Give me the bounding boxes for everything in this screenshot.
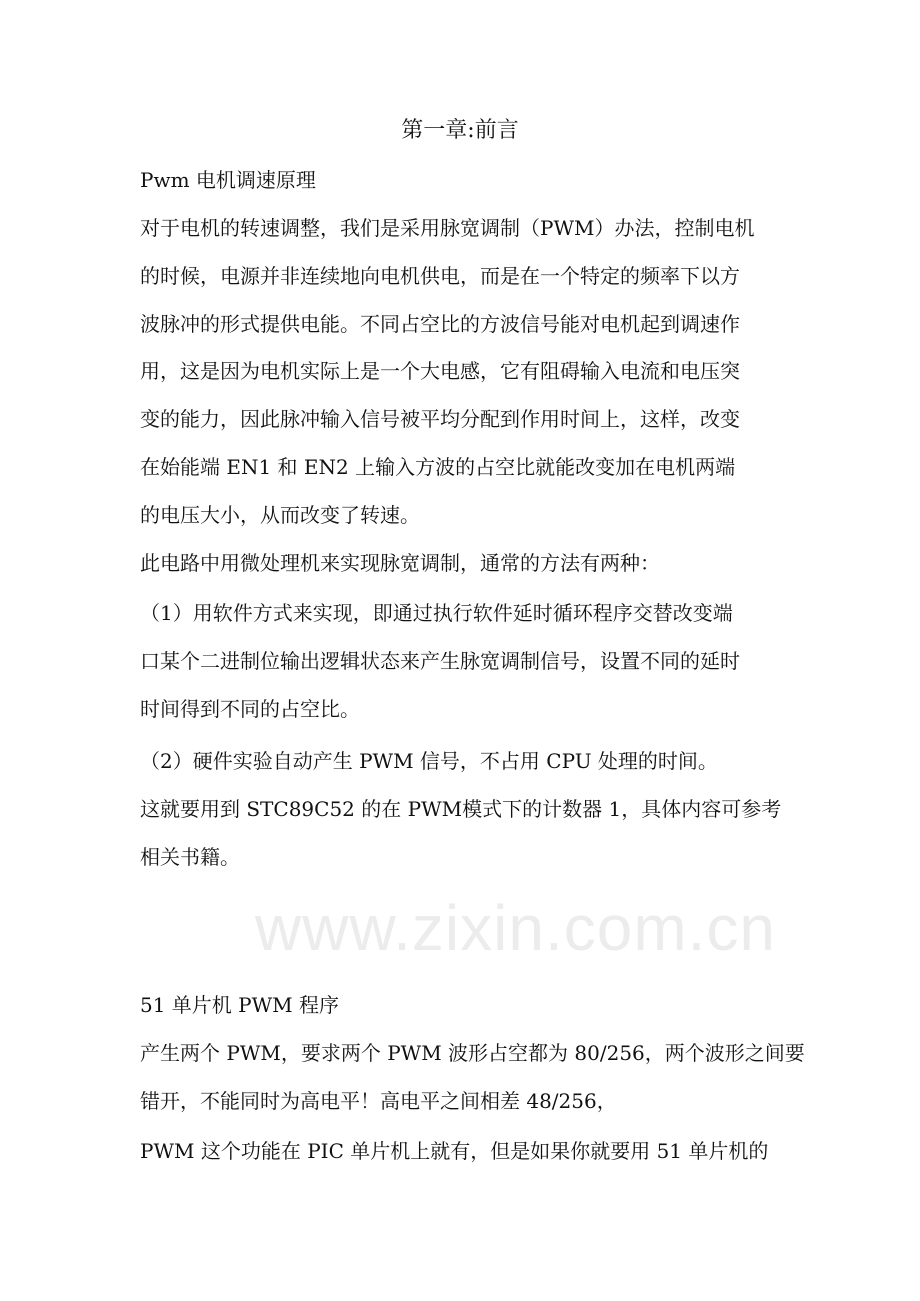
paragraph-line: 产生两个 PWM，要求两个 PWM 波形占空都为 80/256，两个波形之间要 bbox=[140, 1041, 805, 1065]
section-heading: Pwm 电机调速原理 bbox=[140, 168, 316, 192]
paragraph-line: 口某个二进制位输出逻辑状态来产生脉宽调制信号，设置不同的延时 bbox=[140, 649, 740, 673]
paragraph-line: 的时候，电源并非连续地向电机供电，而是在一个特定的频率下以方 bbox=[140, 264, 740, 288]
paragraph-line: 相关书籍。 bbox=[140, 845, 240, 869]
paragraph-line: （2）硬件实验自动产生 PWM 信号，不占用 CPU 处理的时间。 bbox=[140, 749, 718, 773]
paragraph-line: 的电压大小，从而改变了转速。 bbox=[140, 503, 420, 527]
paragraph-line: 时间得到不同的占空比。 bbox=[140, 697, 360, 721]
page-title: 第一章:前言 bbox=[401, 118, 519, 143]
paragraph-line: 错开，不能同时为高电平！高电平之间相差 48/256， bbox=[140, 1089, 617, 1113]
paragraph-line: 波脉冲的形式提供电能。不同占空比的方波信号能对电机起到调速作 bbox=[140, 312, 740, 336]
paragraph-line: 此电路中用微处理机来实现脉宽调制，通常的方法有两种： bbox=[140, 551, 660, 575]
paragraph-line: 在始能端 EN1 和 EN2 上输入方波的占空比就能改变加在电机两端 bbox=[140, 455, 736, 479]
paragraph-line: PWM 这个功能在 PIC 单片机上就有，但是如果你就要用 51 单片机的 bbox=[140, 1139, 769, 1163]
paragraph-line: （1）用软件方式来实现，即通过执行软件延时循环程序交替改变端 bbox=[140, 601, 733, 625]
watermark: www.zixin.com.cn bbox=[255, 892, 776, 964]
paragraph-line: 变的能力，因此脉冲输入信号被平均分配到作用时间上，这样，改变 bbox=[140, 407, 740, 431]
section-heading: 51 单片机 PWM 程序 bbox=[140, 993, 340, 1017]
paragraph-line: 用，这是因为电机实际上是一个大电感，它有阻碍输入电流和电压突 bbox=[140, 359, 740, 383]
paragraph-line: 对于电机的转速调整，我们是采用脉宽调制（PWM）办法，控制电机 bbox=[140, 216, 755, 240]
paragraph-line: 这就要用到 STC89C52 的在 PWM模式下的计数器 1，具体内容可参考 bbox=[140, 797, 782, 821]
